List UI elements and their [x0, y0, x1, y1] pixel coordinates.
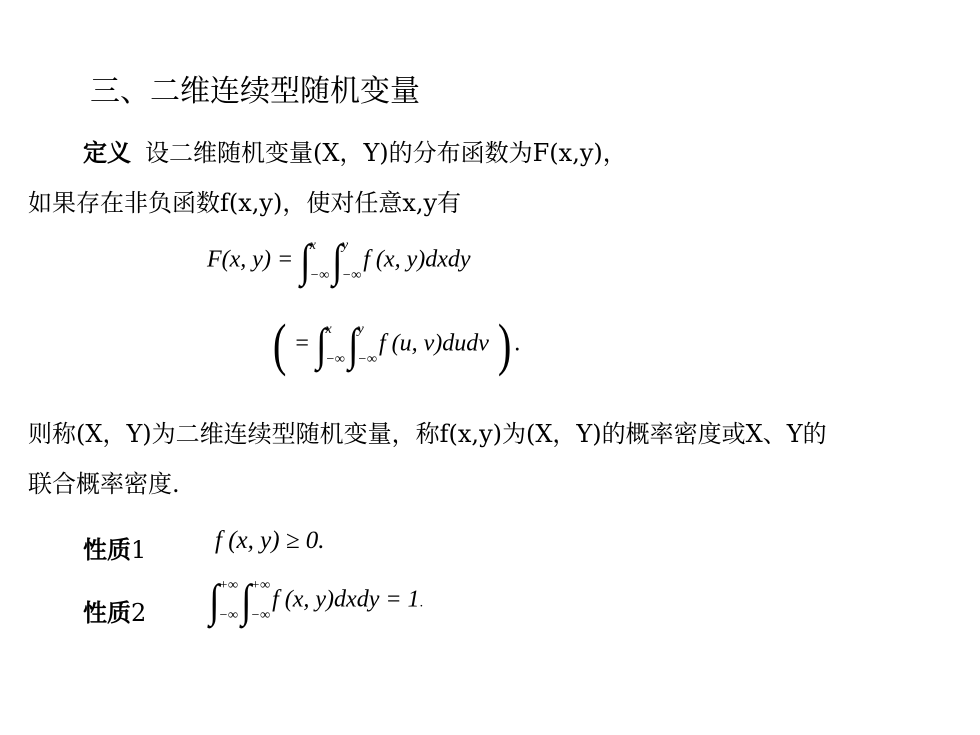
lower-limit: −∞: [309, 268, 330, 283]
integral-sign-icon: ∫: [332, 235, 343, 286]
property-keyword: 性质: [83, 536, 131, 564]
left-paren-icon: (: [272, 312, 287, 377]
definition-line-2: 如果存在非负函数f(x,y)，使对任意x,y有: [28, 189, 462, 217]
formula-period: .: [514, 330, 521, 357]
integral-limits-1: [310, 239, 329, 283]
right-paren-icon: ): [497, 312, 512, 377]
cdf-formula-alt: [270, 312, 521, 377]
property-1-formula: f (x, y) ≥ 0.: [215, 527, 325, 554]
upper-limit: x: [309, 238, 316, 253]
integral-sign-icon: ∫: [316, 319, 327, 370]
conclusion-line-2: 联合概率密度.: [28, 470, 180, 498]
conclusion-line-1: 则称(X，Y)为二维连续型随机变量，称f(x,y)为(X，Y)的概率密度或X、Y的: [28, 420, 827, 448]
integral-limits-2: [251, 579, 270, 623]
property-keyword: 性质: [83, 599, 131, 627]
integral-limits-1: [219, 579, 238, 623]
integral-sign-icon: ∫: [300, 235, 311, 286]
property-1-label: [83, 530, 146, 565]
lower-limit: −∞: [218, 608, 239, 623]
upper-limit: x: [325, 322, 332, 337]
integral-limits-2: [358, 323, 377, 367]
lower-limit: −∞: [325, 352, 345, 367]
formula-period: .: [419, 595, 424, 611]
lower-limit: −∞: [357, 352, 377, 367]
property-number: 1: [131, 536, 147, 564]
lower-limit: −∞: [341, 268, 362, 283]
upper-limit: y: [341, 238, 349, 253]
cdf-formula: [207, 235, 471, 286]
integrand: f (x, y)dxdy = 1: [272, 586, 420, 613]
definition-label: 定义: [83, 139, 131, 167]
lower-limit: −∞: [250, 608, 271, 623]
definition-line-1: [83, 133, 627, 168]
definition-text-1: 设二维随机变量(X，Y)的分布函数为F(x,y)，: [145, 139, 627, 167]
cdf-lhs: F(x, y) =: [207, 246, 294, 273]
upper-limit: y: [357, 322, 364, 337]
integral-limits-2: [342, 239, 361, 283]
property-2-formula: [208, 575, 424, 626]
section-title: 三、二维连续型随机变量: [90, 74, 420, 109]
integrand: f (u, v)dudv: [378, 330, 489, 357]
integral-limits-1: [325, 323, 344, 367]
equals-sign: =: [295, 330, 309, 357]
integrand: f (x, y)dxdy: [363, 246, 471, 273]
property-2-label: [83, 593, 146, 628]
property-number: 2: [131, 599, 147, 627]
integral-sign-icon: ∫: [209, 575, 220, 626]
upper-limit: +∞: [218, 578, 239, 593]
integral-sign-icon: ∫: [348, 319, 359, 370]
integral-sign-icon: ∫: [241, 575, 252, 626]
upper-limit: +∞: [250, 578, 271, 593]
